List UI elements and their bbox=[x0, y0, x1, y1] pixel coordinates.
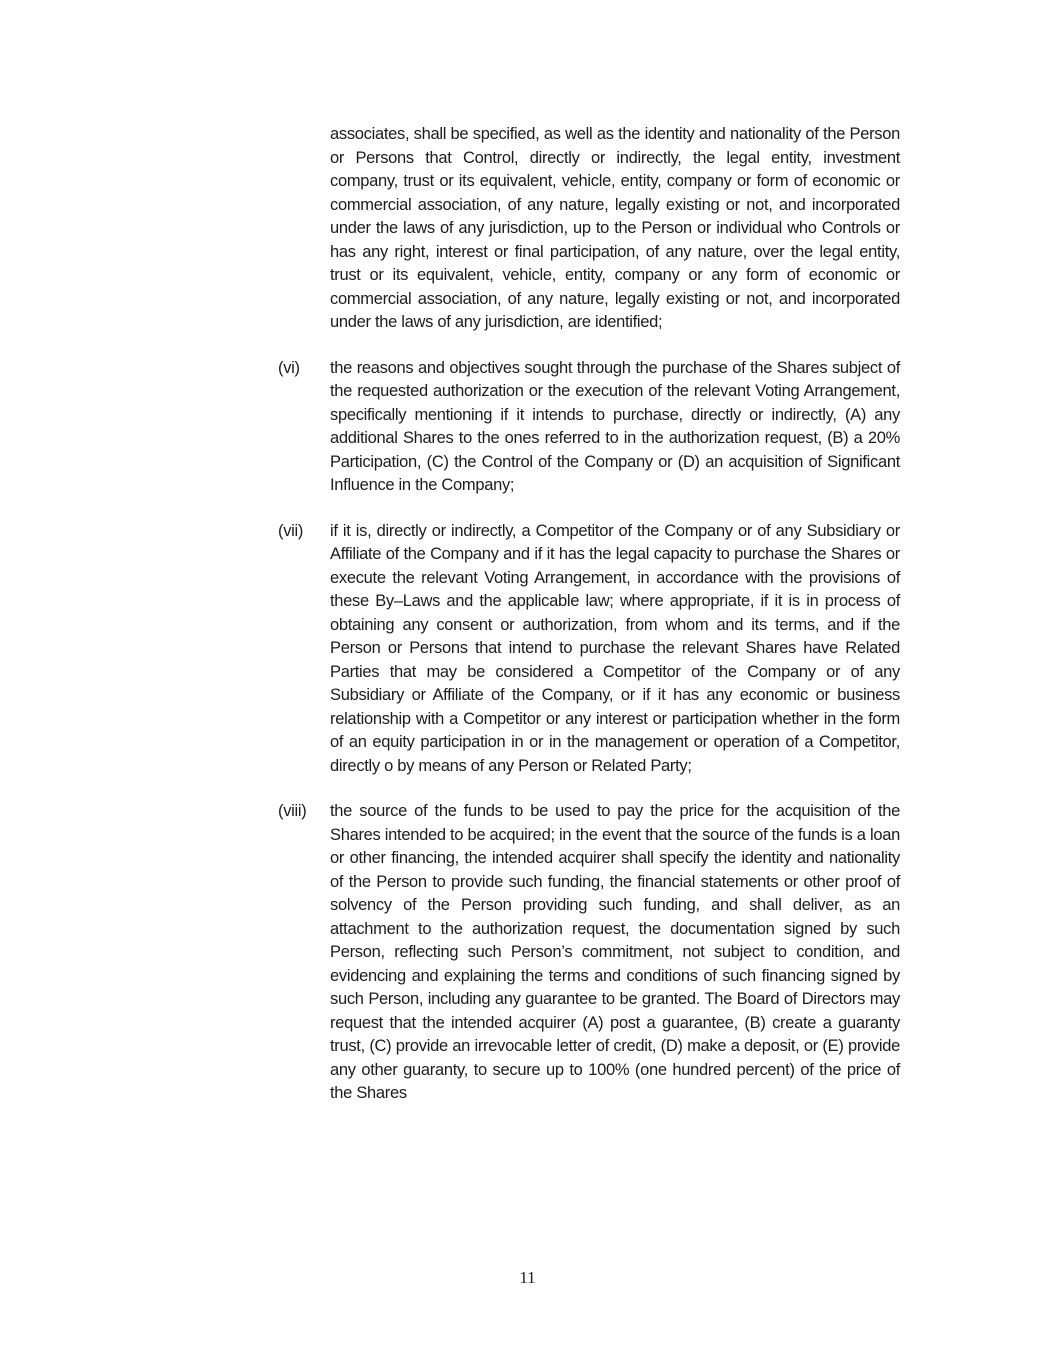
list-item-vi bbox=[278, 357, 900, 498]
list-item-marker: (viii) bbox=[278, 802, 307, 820]
paragraph-text: if it is, directly or indirectly, a Competitor of the Company or of any Subsidiary or Affiliate of the Company and if it has the legal capacity to purchase the Shares or execute the relevant Voting Arrangement, in accordance with the provisions of these By–Laws and the applicable law; where appropriate, if it is in process of obtaining any consent or authorization, from whom and its terms, and if the Person or Persons that intend to purchase the relevant Shares have Related Parties that may be considered a Competitor of the Company or of any Subsidiary or Affiliate of the Company, or if it has any economic or business relationship with a Competitor or any interest or participation whether in the form of an equity participation in or in the management or operation of a Competitor, directly o by means of any Person or Related Party; bbox=[330, 521, 900, 775]
page-number: 11 bbox=[519, 1268, 536, 1287]
list-item-viii bbox=[278, 800, 900, 1106]
list-item-marker: (vii) bbox=[278, 521, 304, 540]
paragraph-text: associates, shall be specified, as well as the identity and nationality of the Person or Persons that Control, directly or indirectly, the legal entity, investment company, trust or its equivalent, vehicle, entity, company or form of economic or commercial association, of any nature, legally existing or not, and incorporated under the laws of any jurisdiction, up to the Person or individual who Controls or has any right, interest or final participation, of any nature, over the legal entity, trust or its equivalent, vehicle, entity, company or any form of economic or commercial association, of any nature, legally existing or not, and incorporated under the laws of any jurisdiction, are identified; bbox=[330, 125, 900, 331]
page-body bbox=[278, 123, 900, 1106]
list-item-marker: (vi) bbox=[278, 358, 300, 377]
paragraph-continuation bbox=[278, 123, 900, 335]
paragraph-text: the reasons and objectives sought through the purchase of the Shares subject of the requested authorization or the execution of the relevant Voting Arrangement, specifically mentioning if it intends to purchase, directly or indirectly, (A) any additional Shares to the ones referred to in the authorization request, (B) a 20% Participation, (C) the Control of the Company or (D) an acquisition of Significant Influence in the Company; bbox=[330, 358, 900, 494]
list-item-vii bbox=[278, 520, 900, 779]
paragraph-text: the source of the funds to be used to pay the price for the acquisition of the Shares intended to be acquired; in the event that the source of the funds is a loan or other financing, the intended acquirer shall specify the identity and nationality of the Person to provide such funding, the financial statements or other proof of solvency of the Person providing such funding, and shall deliver, as an attachment to the authorization request, the documentation signed by such Person, reflecting such Person’s commitment, not subject to condition, and evidencing and explaining the terms and conditions of such financing signed by such Person, including any guarantee to be granted. The Board of Directors may request that the intended acquirer (A) post a guarantee, (B) create a guaranty trust, (C) provide an irrevocable letter of credit, (D) make a deposit, or (E) provide any other guaranty, to secure up to 100% (one hundred percent) of the price of the Shares bbox=[330, 802, 900, 1102]
